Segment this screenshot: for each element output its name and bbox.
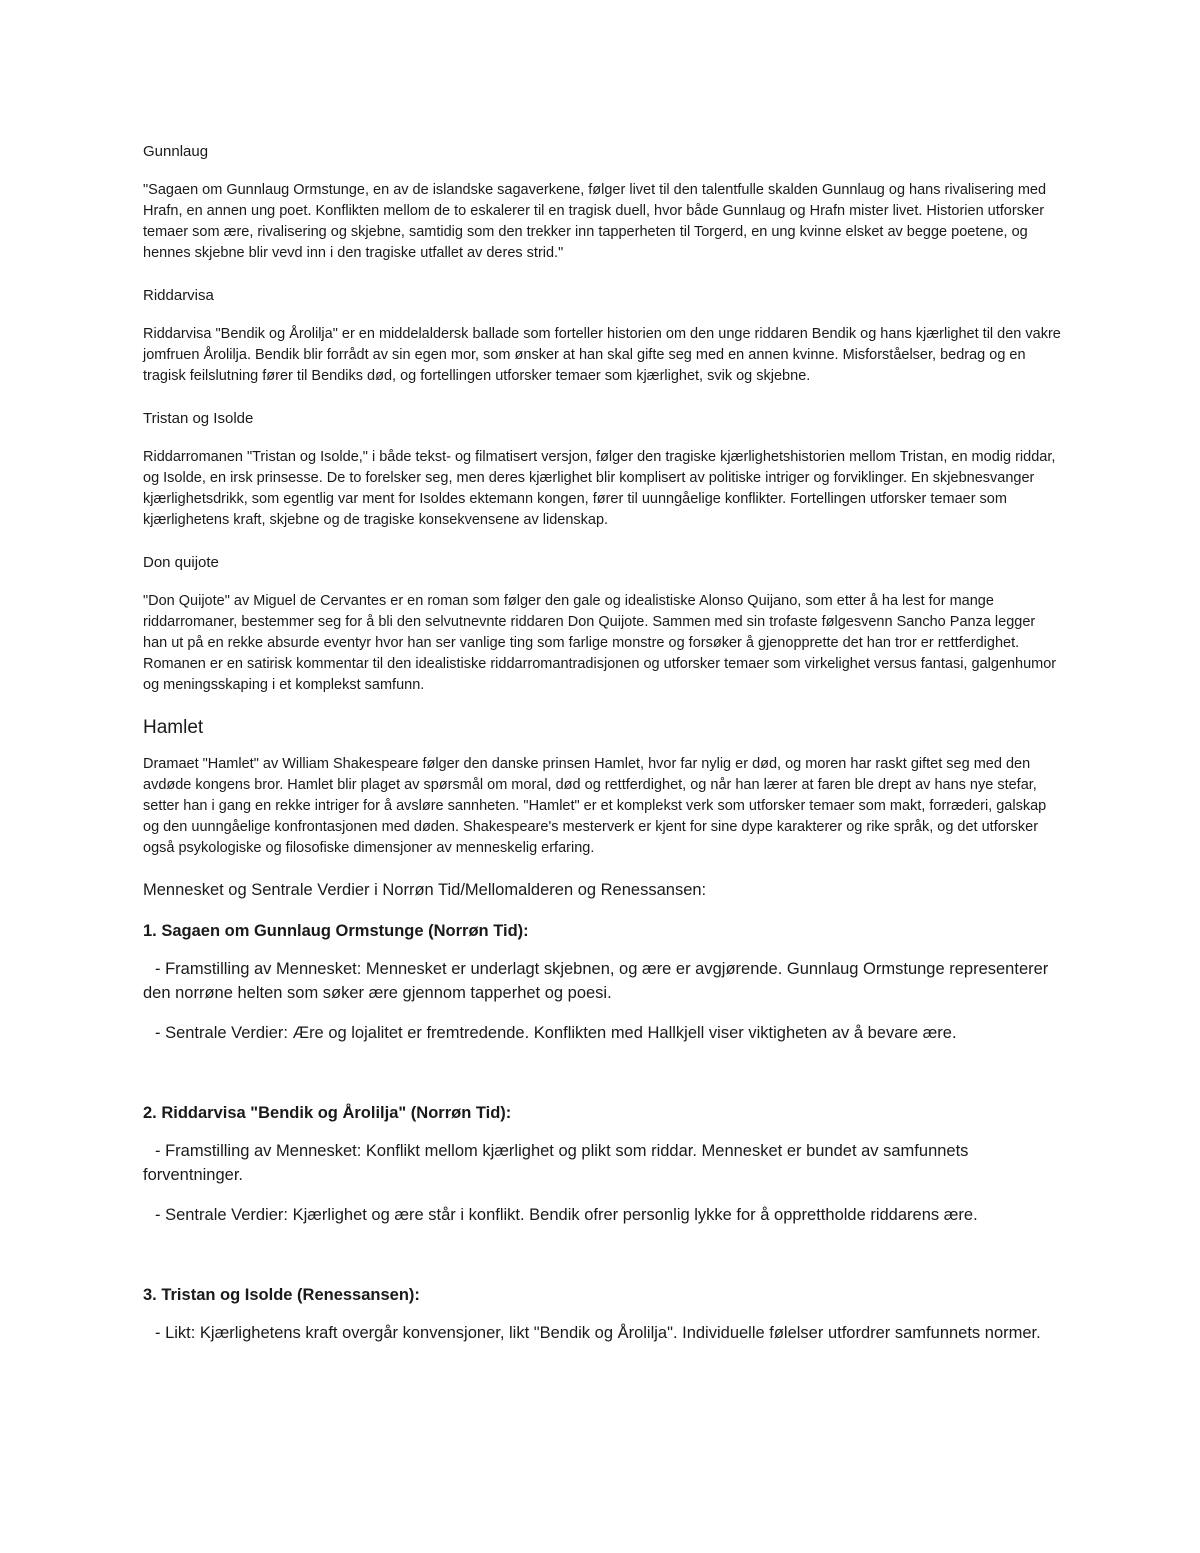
numbered-3-item-1: - Likt: Kjærlighetens kraft overgår konvensjoner, likt "Bendik og Årolilja". Individuelle følelser utfordrer samfunnets normer. bbox=[155, 1324, 1041, 1342]
section-heading-riddarvisa: Riddarvisa bbox=[143, 287, 214, 304]
section-heading-hamlet: Hamlet bbox=[143, 717, 204, 738]
document-content bbox=[143, 138, 1063, 1361]
section-body-riddarvisa: Riddarvisa "Bendik og Årolilja" er en middelaldersk ballade som forteller historien om den unge riddaren Bendik og hans kjærlighet til den vakre jomfruen Årolilja. Bendik blir forrådt av sin egen mor, som ønsker at han skal gifte seg med en annen kvinne. Misforståelser, bedrag og en tragisk feilslutning fører til Bendiks død, og fortellingen utforsker temaer som kjærlighet, svik og skjebne. bbox=[143, 326, 1061, 384]
section-body-tristan: Riddarromanen "Tristan og Isolde," i både tekst- og filmatisert versjon, følger den tragiske kjærlighetshistorien mellom Tristan, en modig riddar, og Isolde, en irsk prinsesse. De to forelsker seg, men deres kjærlighet blir komplisert av politiske intriger og forviklinger. En skjebnesvanger kjærlighetsdrikk, som egentlig var ment for Isoldes ektemann kongen, fører til uunngåelige konflikter. Fortellingen utforsker temaer som kjærlighetens kraft, skjebne og de tragiske konsekvensene av lidenskap. bbox=[143, 449, 1056, 528]
numbered-2-item-1: - Framstilling av Mennesket: Konflikt mellom kjærlighet og plikt som riddar. Mennesket er bundet av samfunnets forventninger. bbox=[143, 1142, 969, 1184]
section-body-gunnlaug: "Sagaen om Gunnlaug Ormstunge, en av de islandske sagaverkene, følger livet til den talentfulle skalden Gunnlaug og hans rivalisering med Hrafn, en annen ung poet. Konflikten mellom de to eskalerer til en tragisk duell, hvor både Gunnlaug og Hrafn mister livet. Historien utforsker temaer som ære, rivalisering og skjebne, samtidig som den trekker inn tapperheten til Torgerd, en ung kvinne elsket av begge poetene, og hennes skjebne blir vevd inn i den tragiske utfallet av deres strid." bbox=[143, 182, 1047, 261]
numbered-1-item-2: - Sentrale Verdier: Ære og lojalitet er fremtredende. Konflikten med Hallkjell viser viktigheten av å bevare ære. bbox=[155, 1024, 957, 1042]
spacer bbox=[143, 1243, 1063, 1281]
section-body-hamlet: Dramaet "Hamlet" av William Shakespeare følger den danske prinsen Hamlet, hvor far nylig er død, og moren har raskt giftet seg med den avdøde kongens bror. Hamlet blir plaget av spørsmål om moral, død og rettferdighet, og når han lærer at faren ble drept av hans nye stefar, setter han i gang en rekke intriger for å avsløre sannheten. "Hamlet" er et komplekst verk som utforsker temaer som makt, forræderi, galskap og den uunngåelige konfrontasjonen med døden. Shakespeare's mesterverk er kjent for sine dype karakterer og rike språk, og det utforsker også psykologiske og filosofiske dimensjoner av menneskelig erfaring. bbox=[143, 756, 1047, 856]
numbered-heading-2: 2. Riddarvisa "Bendik og Årolilja" (Norrøn Tid): bbox=[143, 1104, 512, 1122]
numbered-heading-1: 1. Sagaen om Gunnlaug Ormstunge (Norrøn Tid): bbox=[143, 922, 529, 940]
section-heading-don-quijote: Don quijote bbox=[143, 554, 219, 571]
intro-line: Mennesket og Sentrale Verdier i Norrøn Tid/Mellomalderen og Renessansen: bbox=[143, 881, 707, 899]
section-body-don-quijote: "Don Quijote" av Miguel de Cervantes er en roman som følger den gale og idealistiske Alonso Quijano, som etter å ha lest for mange riddarromaner, bestemmer seg for å bli den selvutnevnte riddaren Don Quijote. Sammen med sin trofaste følgesvenn Sancho Panza legger han ut på en rekke absurde eventyr hvor han ser vanlige ting som farlige monstre og forsøker å gjenopprette det han tror er rettferdighet. Romanen er en satirisk kommentar til den idealistiske riddarromantradisjonen og utforsker temaer som virkelighet versus fantasi, galgenhumor og meningsskaping i et komplekst samfunn. bbox=[143, 593, 1057, 693]
spacer bbox=[143, 1061, 1063, 1099]
numbered-1-item-1: - Framstilling av Mennesket: Mennesket er underlagt skjebnen, og ære er avgjørende. Gunnlaug Ormstunge representerer den norrøne helten som søker ære gjennom tapperhet og poesi. bbox=[143, 960, 1049, 1002]
numbered-2-item-2: - Sentrale Verdier: Kjærlighet og ære står i konflikt. Bendik ofrer personlig lykke for å opprettholde riddarens ære. bbox=[155, 1206, 978, 1224]
section-heading-gunnlaug: Gunnlaug bbox=[143, 143, 209, 160]
numbered-heading-3: 3. Tristan og Isolde (Renessansen): bbox=[143, 1286, 420, 1304]
section-heading-tristan: Tristan og Isolde bbox=[143, 410, 254, 427]
